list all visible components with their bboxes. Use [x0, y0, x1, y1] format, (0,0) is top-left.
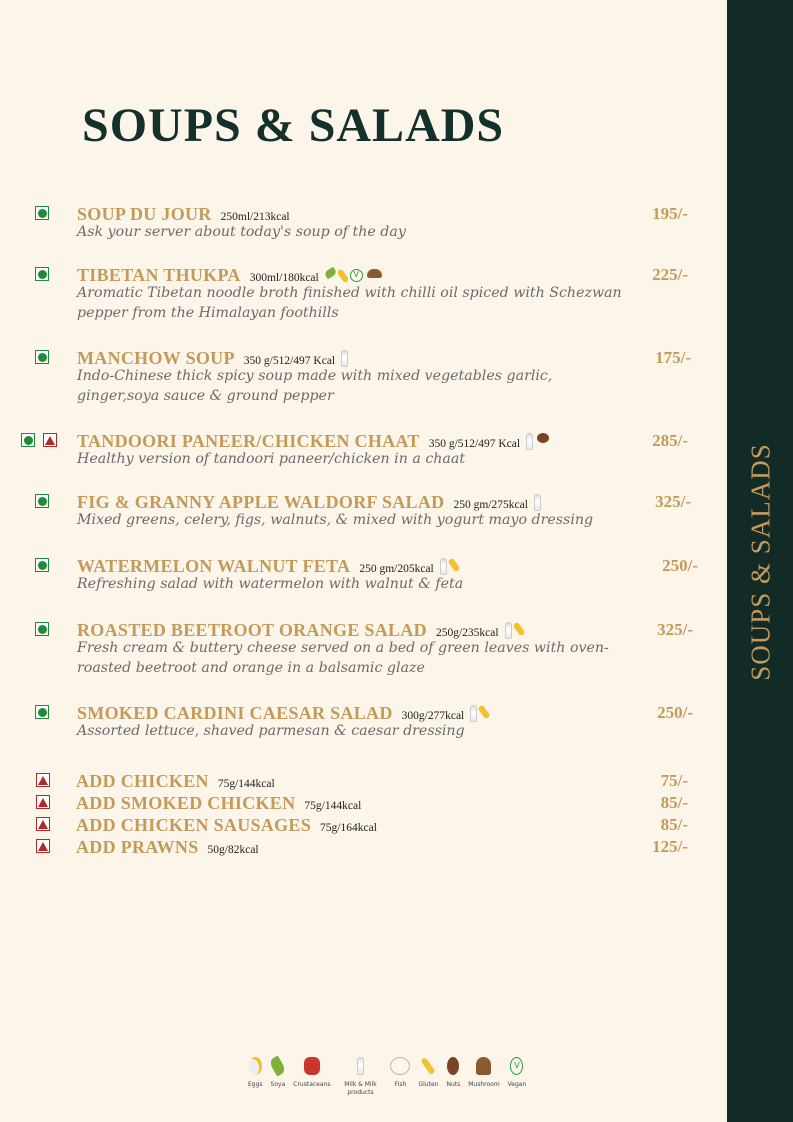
- milk-icon: [505, 622, 512, 639]
- item-price: 325/-: [657, 620, 693, 639]
- legend-item-vegan: [508, 1056, 527, 1097]
- legend-label: Fish: [394, 1081, 407, 1088]
- veg-indicator-icon: [35, 558, 49, 572]
- item-portion: 350 g/512/497 Kcal: [428, 438, 521, 450]
- milk-icon: [526, 433, 533, 450]
- item-name: ROASTED BEETROOT ORANGE SALAD: [77, 620, 427, 640]
- crab-icon: [304, 1057, 320, 1075]
- milk-icon: [470, 705, 477, 722]
- item-price: 285/-: [652, 431, 688, 450]
- item-price: 175/-: [655, 348, 691, 367]
- item-description: Fresh cream & buttery cheese served on a bed of green leaves with oven-roasted beetroot and orange in a balsamic glaze: [77, 640, 609, 676]
- allergen-icons: [534, 494, 541, 511]
- legend-label: Gluten: [418, 1081, 439, 1088]
- item-description: Mixed greens, celery, figs, walnuts, & mixed with yogurt mayo dressing: [77, 512, 594, 528]
- item-price: 250/-: [662, 556, 698, 575]
- nonveg-indicator-icon: [36, 817, 50, 831]
- veg-indicator-icon: [35, 206, 49, 220]
- gluten-icon: [336, 268, 349, 283]
- addon-portion: 50g/82kcal: [207, 844, 259, 856]
- gluten-icon: [512, 622, 525, 637]
- gluten-icon: [421, 1057, 436, 1075]
- item-portion: 250ml/213kcal: [220, 211, 290, 223]
- item-portion: 350 g/512/497 Kcal: [243, 355, 336, 367]
- soya-icon: [269, 1055, 288, 1076]
- legend-label: Vegan: [507, 1081, 527, 1088]
- item-description: Ask your server about today's soup of the day: [77, 224, 406, 240]
- addon-portion: 75g/164kcal: [320, 822, 377, 834]
- soya-icon: [323, 266, 337, 278]
- item-description: Assorted lettuce, shaved parmesan & caesar dressing: [77, 723, 465, 739]
- nonveg-indicator-icon: [43, 433, 57, 447]
- allergen-legend: [248, 1056, 534, 1097]
- item-name: WATERMELON WALNUT FETA: [77, 556, 351, 576]
- legend-item-milk: [338, 1056, 382, 1097]
- gluten-icon: [447, 558, 460, 573]
- item-portion: 300g/277kcal: [401, 710, 465, 722]
- item-name: SMOKED CARDINI CAESAR SALAD: [77, 703, 393, 723]
- side-banner-title: SOUPS & SALADS: [745, 443, 776, 681]
- addon-price: 85/-: [660, 815, 688, 834]
- item-description: Aromatic Tibetan noodle broth finished with chilli oil spiced with Schezwan pepper from the Himalayan foothills: [77, 285, 622, 321]
- addon-price: 85/-: [660, 793, 688, 812]
- item-portion: 300ml/180kcal: [249, 272, 319, 284]
- allergen-icons: [505, 622, 522, 639]
- veg-indicator-icon: [21, 433, 35, 447]
- addon-price: 125/-: [652, 837, 688, 856]
- milk-icon: [357, 1057, 364, 1075]
- vegan-icon: V: [510, 1057, 523, 1075]
- item-description: Refreshing salad with watermelon with walnut & feta: [77, 576, 464, 592]
- allergen-icons: [470, 705, 487, 722]
- addon-portion: 75g/144kcal: [217, 778, 275, 790]
- legend-label: Eggs: [248, 1081, 263, 1088]
- page-title: SOUPS & SALADS: [82, 99, 505, 152]
- vegan-icon: V: [350, 269, 363, 282]
- item-description: Indo-Chinese thick spicy soup made with mixed vegetables garlic, ginger,soya sauce & ground pepper: [77, 368, 553, 404]
- allergen-icons: [526, 433, 549, 450]
- legend-item-gluten: [418, 1056, 438, 1097]
- item-price: 195/-: [652, 204, 688, 223]
- mushroom-icon: [367, 269, 382, 278]
- veg-indicator-icon: [35, 267, 49, 281]
- legend-label: Nuts: [446, 1081, 461, 1088]
- item-portion: 250 gm/275kcal: [453, 499, 528, 511]
- addon-price: 75/-: [660, 771, 688, 790]
- allergen-icons: [341, 350, 348, 367]
- legend-label: Milk & Milk products: [344, 1081, 377, 1096]
- addon-name: ADD SMOKED CHICKEN: [76, 793, 296, 813]
- item-price: 325/-: [655, 492, 691, 511]
- milk-icon: [534, 494, 541, 511]
- item-portion: 250g/235kcal: [435, 627, 499, 639]
- item-portion: 250 gm/205kcal: [359, 563, 434, 575]
- legend-item-nuts: [446, 1056, 460, 1097]
- addon-portion: 75g/144kcal: [304, 800, 362, 812]
- milk-icon: [341, 350, 348, 367]
- item-description: Healthy version of tandoori paneer/chicken in a chaat: [77, 451, 466, 467]
- item-name: TANDOORI PANEER/CHICKEN CHAAT: [77, 431, 420, 451]
- legend-label: Crustaceans: [293, 1081, 331, 1088]
- allergen-icons: [440, 558, 457, 575]
- addon-name: ADD PRAWNS: [76, 837, 199, 857]
- legend-item-soya: [271, 1056, 286, 1097]
- nonveg-indicator-icon: [36, 839, 50, 853]
- legend-label: Soya: [270, 1081, 286, 1088]
- addon-name: ADD CHICKEN: [76, 771, 209, 791]
- mushroom-icon: [476, 1057, 491, 1075]
- nonveg-indicator-icon: [36, 795, 50, 809]
- addon-name: ADD CHICKEN SAUSAGES: [76, 815, 312, 835]
- item-name: FIG & GRANNY APPLE WALDORF SALAD: [77, 492, 445, 512]
- allergen-icons: [325, 269, 382, 283]
- legend-label: Mushroom: [468, 1081, 500, 1088]
- item-name: TIBETAN THUKPA: [77, 265, 241, 285]
- item-name: SOUP DU JOUR: [77, 204, 212, 224]
- veg-indicator-icon: [35, 705, 49, 719]
- nuts-icon: [537, 433, 549, 443]
- veg-indicator-icon: [35, 622, 49, 636]
- veg-indicator-icon: [35, 494, 49, 508]
- gluten-icon: [478, 705, 491, 720]
- nuts-icon: [447, 1057, 459, 1075]
- item-price: 225/-: [652, 265, 688, 284]
- nonveg-indicator-icon: [36, 773, 50, 787]
- legend-item-crab: [293, 1056, 330, 1097]
- fish-icon: [390, 1057, 410, 1075]
- legend-item-fish: [390, 1056, 410, 1097]
- milk-icon: [440, 558, 447, 575]
- item-price: 250/-: [657, 703, 693, 722]
- legend-item-eggs: [248, 1056, 263, 1097]
- veg-indicator-icon: [35, 350, 49, 364]
- legend-item-mushroom: [468, 1056, 499, 1097]
- item-name: MANCHOW SOUP: [77, 348, 235, 368]
- eggs-icon: [249, 1057, 262, 1075]
